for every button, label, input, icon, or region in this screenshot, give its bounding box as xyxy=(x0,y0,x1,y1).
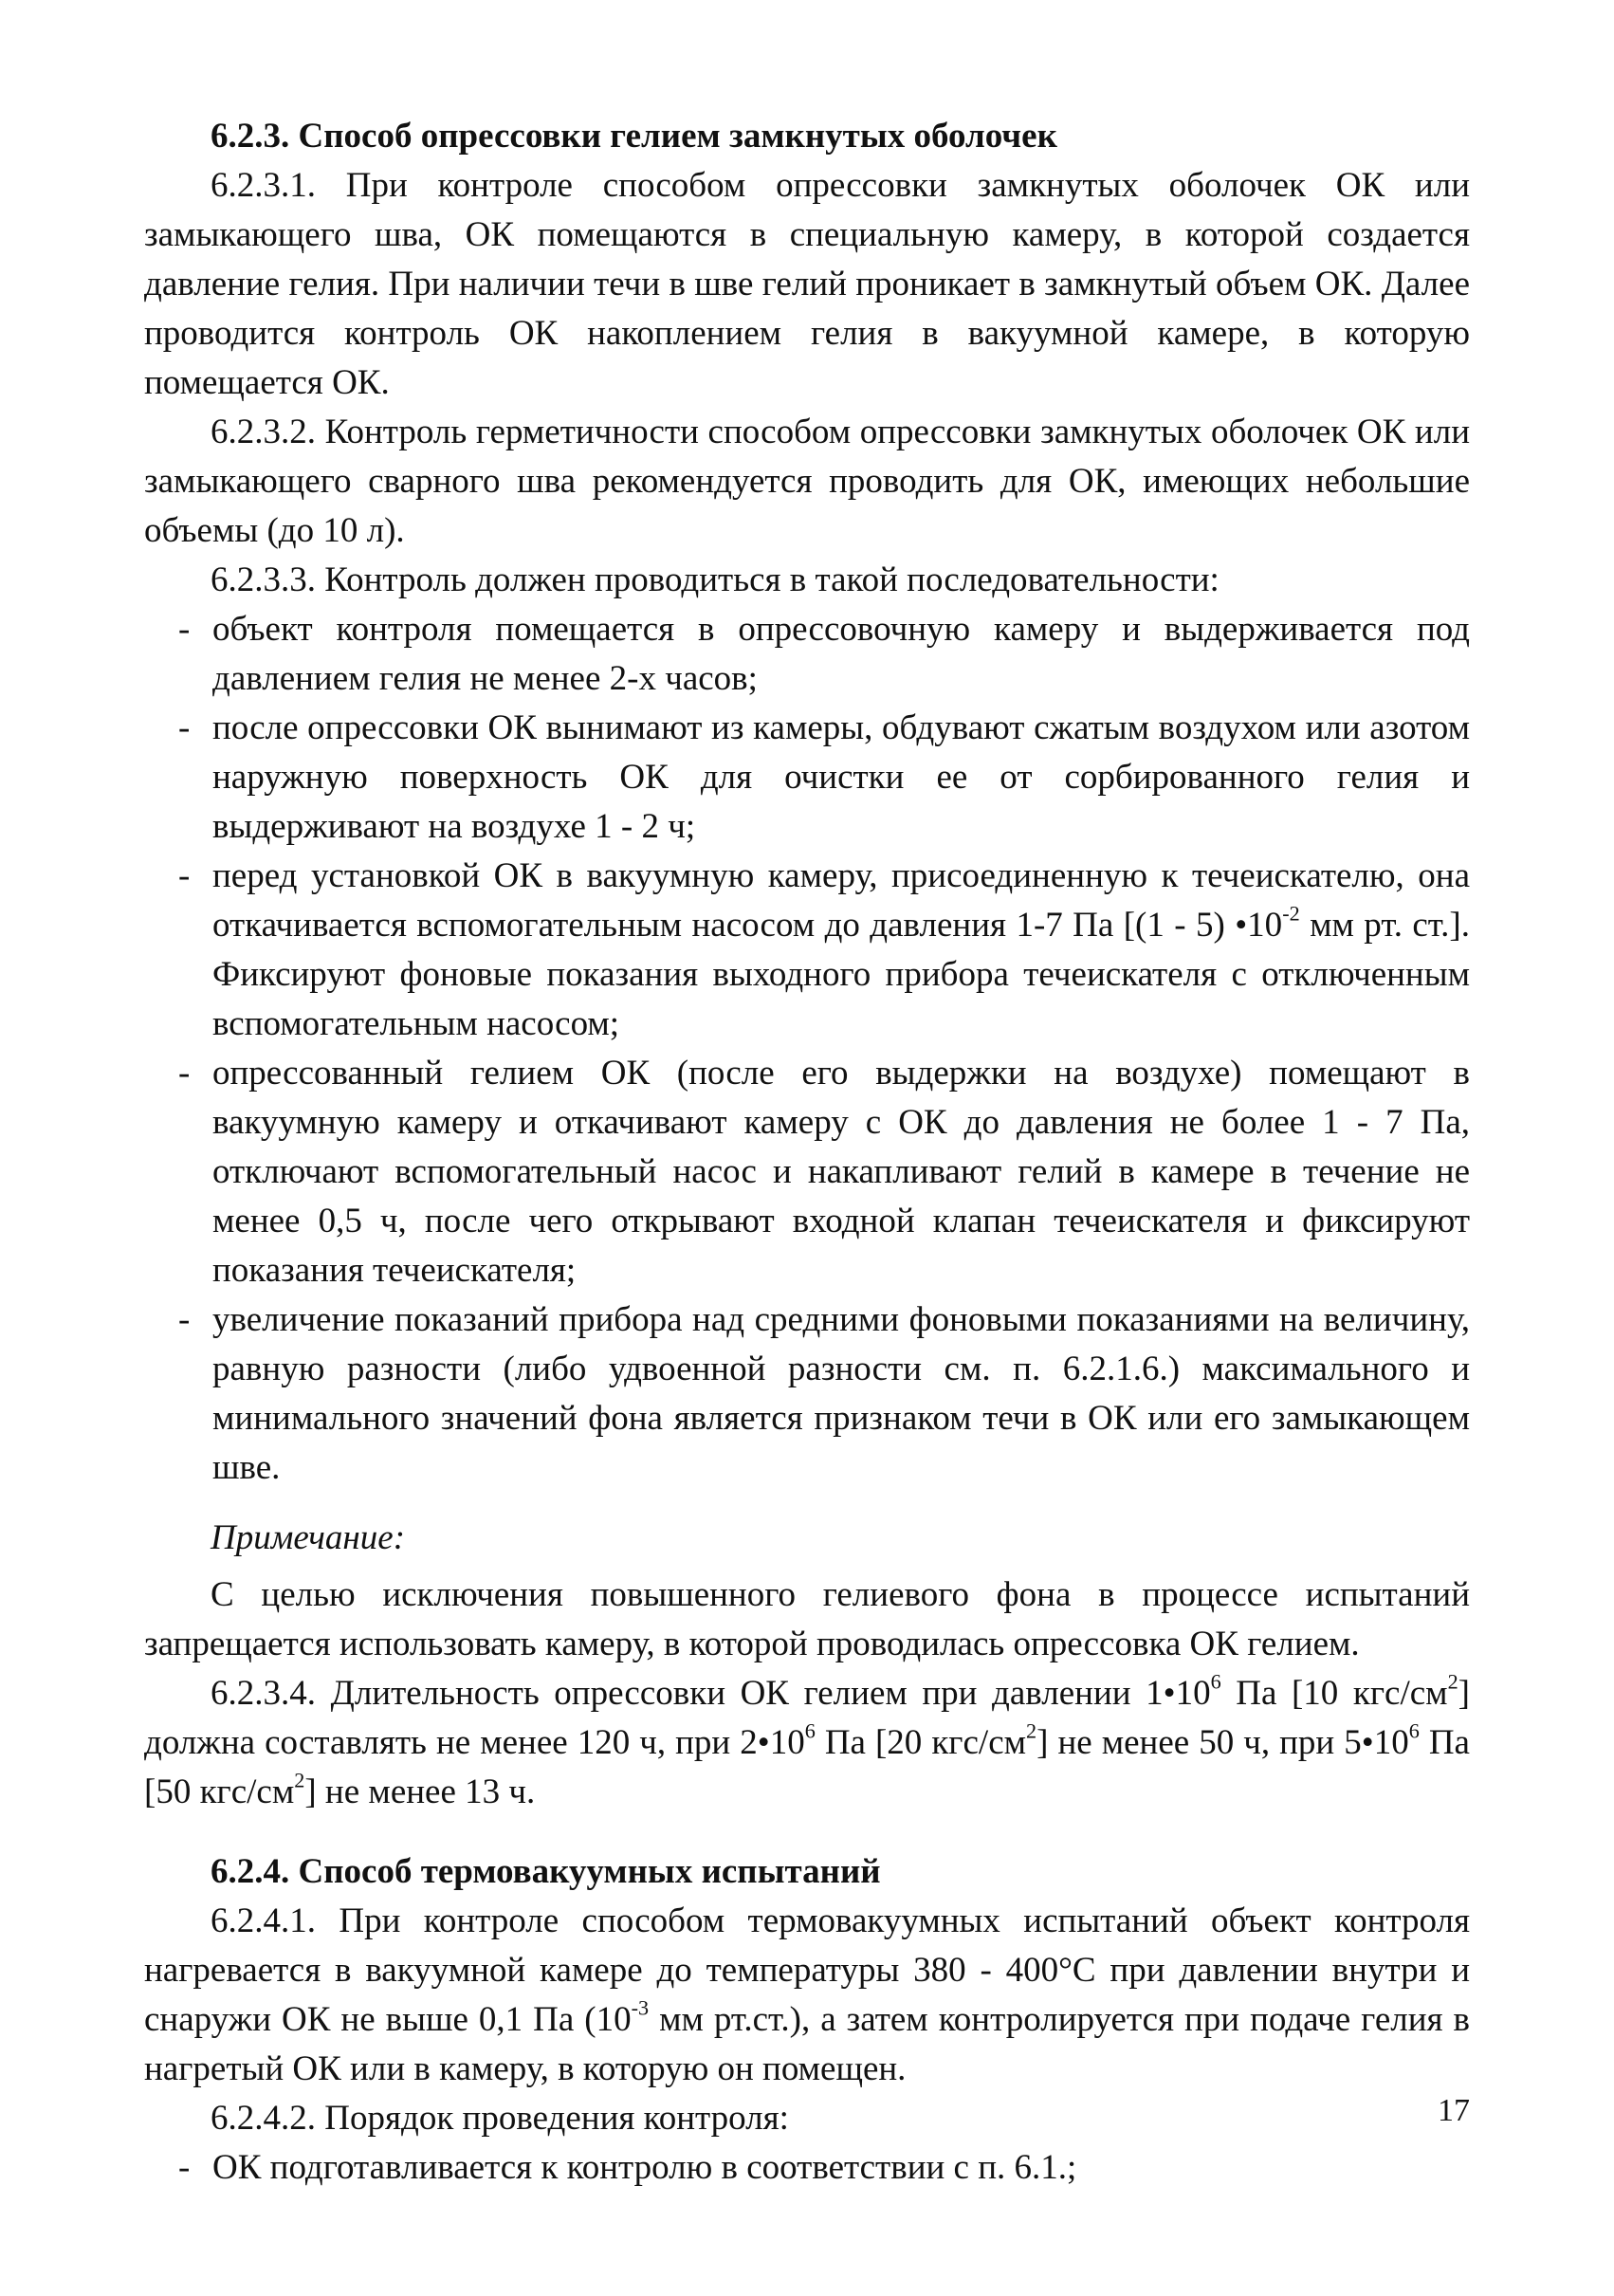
paragraph-6-2-4-1 xyxy=(144,1897,1470,2094)
note-title: Примечание: xyxy=(211,1518,406,1557)
procedure-list-6-2-4-2 xyxy=(144,2143,1470,2193)
paragraph-6-2-4-2: 6.2.4.2. Порядок проведения контроля: xyxy=(211,2099,789,2138)
text-run: 6.2.4.1. При контроле способом термовакуумных испытаний объект контроля нагревается в вакуумной камере до температуры 380 - 400°С при давлении внутри и снаружи ОК не выше 0,1 Па (10 xyxy=(144,1901,1470,2039)
note-text: С целью исключения повышенного гелиевого фона в процессе испытаний запрещается использовать камеру, в которой проводилась опрессовка ОК гелием. xyxy=(144,1575,1470,1663)
text-run: ] не менее 50 ч, при 5•10 xyxy=(1036,1723,1409,1762)
paragraph-6-2-3-2: 6.2.3.2. Контроль герметичности способом опрессовки замкнутых оболочек ОК или замыкающего сварного шва рекомендуется проводить для ОК, имеющих небольшие объемы (до 10 л). xyxy=(144,413,1470,550)
superscript: 6 xyxy=(804,1718,816,1743)
text-run: мм рт.ст.), а затем контролируется при подаче гелия в нагретый ОК или в камеру, в которую он помещен. xyxy=(144,2000,1470,2088)
text-run: Па [50 кгс/см xyxy=(144,1723,1470,1811)
list-item xyxy=(144,852,1470,1049)
text-run: 6.2.3.4. Длительность опрессовки ОК гелием при давлении 1•10 xyxy=(211,1674,1211,1713)
superscript: 2 xyxy=(294,1768,305,1792)
list-item xyxy=(144,605,1470,704)
superscript: -3 xyxy=(631,1995,650,2020)
text-run: Па [10 кгс/см xyxy=(1220,1674,1448,1713)
superscript: 2 xyxy=(1026,1718,1037,1743)
text-run: Па [20 кгс/см xyxy=(815,1723,1027,1762)
text-run: перед установкой ОК в вакуумную камеру, присоединенную к течеискателю, она откачивается вспомогательным насосом до давления 1-7 Па [(1 - 5) •10 xyxy=(212,856,1470,945)
list-item-text: объект контроля помещается в опрессовочную камеру и выдерживается под давлением гелия не менее 2-х часов; xyxy=(212,610,1470,698)
list-item xyxy=(144,704,1470,852)
paragraph-6-2-3-3: 6.2.3.3. Контроль должен проводиться в такой последовательности: xyxy=(211,560,1220,599)
procedure-list-6-2-3-3 xyxy=(144,605,1470,1493)
list-item xyxy=(144,1295,1470,1493)
section-heading-6-2-3: 6.2.3. Способ опрессовки гелием замкнутых оболочек xyxy=(211,117,1057,156)
dash-marker: - xyxy=(178,2148,191,2187)
list-item-text: увеличение показаний прибора над средними фоновыми показаниями на величину, равную разности (либо удвоенной разности см. п. 6.2.1.6.) максимального и минимального значений фона является признаком течи в ОК или его замыкающем шве. xyxy=(212,1300,1470,1487)
text-run: мм рт. ст.]. Фиксируют фоновые показания выходного прибора течеискателя с отключенным вспомогательным насосом; xyxy=(212,906,1470,1043)
text-run: ] должна составлять не менее 120 ч, при 2•10 xyxy=(144,1674,1470,1762)
list-item-text: после опрессовки ОК вынимают из камеры, обдувают сжатым воздухом или азотом наружную поверхность ОК для очистки ее от сорбированного гелия и выдерживают на воздухе 1 - 2 ч; xyxy=(212,708,1470,846)
page-number: 17 xyxy=(1438,2093,1470,2128)
superscript: 6 xyxy=(1408,1718,1420,1743)
paragraph-6-2-3-1: 6.2.3.1. При контроле способом опрессовки замкнутых оболочек ОК или замыкающего шва, ОК помещаются в специальную камеру, в которой создается давление гелия. При наличии течи в шве гелий проникает в замкнутый объем ОК. Далее проводится контроль ОК накоплением гелия в вакуумной камере, в которую помещается ОК. xyxy=(144,166,1470,402)
list-item-text xyxy=(212,856,1470,1043)
paragraph-6-2-3-4 xyxy=(144,1669,1470,1817)
superscript: -2 xyxy=(1282,901,1300,926)
dash-marker: - xyxy=(178,610,191,649)
text-run: ] не менее 13 ч. xyxy=(304,1773,536,1811)
dash-marker: - xyxy=(178,708,191,747)
section-heading-6-2-4: 6.2.4. Способ термовакуумных испытаний xyxy=(211,1852,881,1891)
dash-marker: - xyxy=(178,1300,191,1339)
superscript: 6 xyxy=(1210,1669,1221,1694)
dash-marker: - xyxy=(178,1054,191,1093)
list-item-text: опрессованный гелием ОК (после его выдержки на воздухе) помещают в вакуумную камеру и откачивают камеру с ОК до давления не более 1 - 7 Па, отключают вспомогательный насос и накапливают гелий в камере в течение не менее 0,5 ч, после чего открывают входной клапан течеискателя и фиксируют показания течеискателя; xyxy=(212,1054,1470,1290)
superscript: 2 xyxy=(1447,1669,1458,1694)
list-item xyxy=(144,2143,1470,2193)
list-item xyxy=(144,1049,1470,1295)
dash-marker: - xyxy=(178,856,191,895)
list-item-text: ОК подготавливается к контролю в соответствии с п. 6.1.; xyxy=(212,2148,1077,2187)
